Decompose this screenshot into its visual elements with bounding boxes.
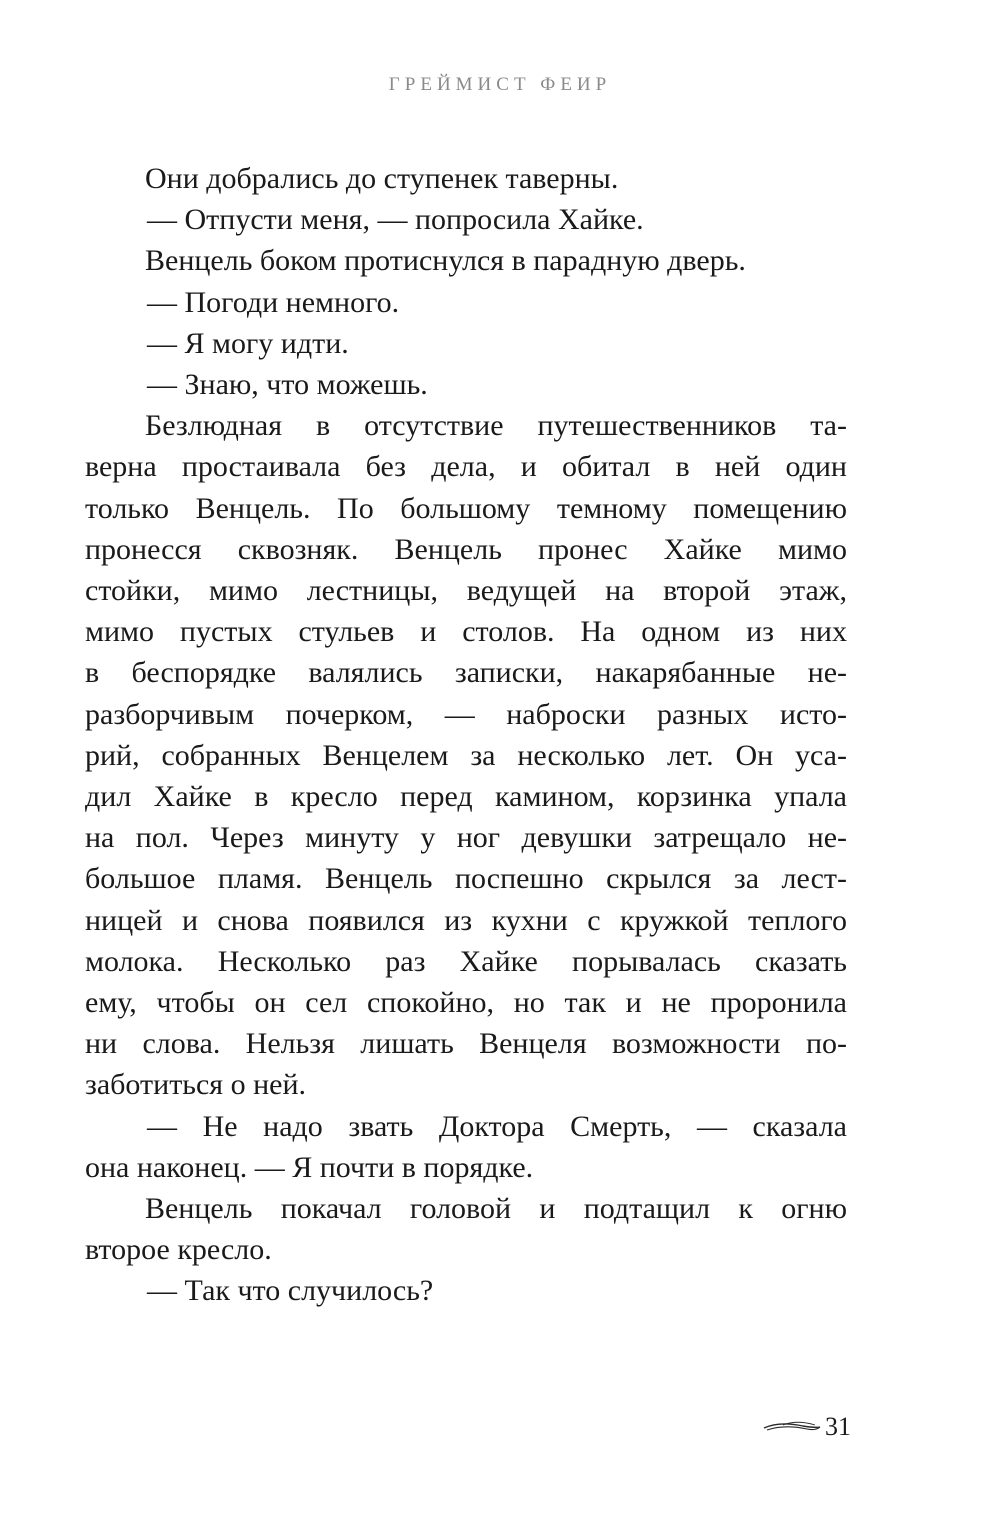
text-line: ницей и снова появился из кухни с кружкой теплого [85,903,847,937]
text-line: только Венцель. По большому темному помещению [85,491,847,525]
text-line: большое пламя. Венцель поспешно скрылся за лест- [85,862,847,896]
text-line: рий, собранных Венцелем за несколько лет. Он уса- [85,738,847,772]
text-line: дил Хайке в кресло перед камином, корзинка упала [85,780,847,814]
page-number: 31 [825,1412,851,1441]
text-line: она наконец. — Я почти в порядке. [85,1150,534,1184]
text-line: заботиться о ней. [85,1068,307,1102]
text-line: Они добрались до ступенек таверны. [145,162,619,195]
text-line: Венцель покачал головой и подтащил к огню [145,1192,847,1226]
text-line: разборчивым почерком, — наброски разных исто- [85,697,847,731]
text-line: — Не надо звать Доктора Смерть, — сказала [147,1109,847,1143]
text-line: верна простаивала без дела, и обитал в ней один [85,450,847,484]
text-line: стойки, мимо лестницы, ведущей на второй этаж, [85,574,847,608]
text-line: Безлюдная в отсутствие путешественников та- [145,409,847,443]
text-line: ему, чтобы он сел спокойно, но так и не проронила [85,986,847,1020]
text-line: молока. Несколько раз Хайке порывалась сказать [85,944,847,978]
text-line: — Отпусти меня, — попросила Хайке. [147,203,644,237]
text-line: — Так что случилось? [147,1274,434,1308]
text-line: — Я могу идти. [147,326,349,360]
text-line: на пол. Через минуту у ног девушки затрещало не- [85,821,847,855]
text-line: второе кресло. [85,1233,272,1267]
swash-ornament-icon [763,1420,821,1434]
text-line: ни слова. Нельзя лишать Венцеля возможности по- [85,1027,847,1061]
text-line: Венцель боком протиснулся в парадную дверь. [145,244,746,278]
running-head: ГРЕЙМИСТ ФЕИР [388,74,612,95]
folio [761,1412,851,1442]
text-line: — Знаю, что можешь. [147,368,428,402]
text-line: пронесся сквозняк. Венцель пронес Хайке мимо [85,532,847,566]
text-line: мимо пустых стульев и столов. На одном из них [85,615,847,649]
text-line: — Погоди немного. [147,285,400,319]
body-text [85,158,847,1312]
text-line: в беспорядке валялись записки, накарябанные не- [85,656,847,690]
